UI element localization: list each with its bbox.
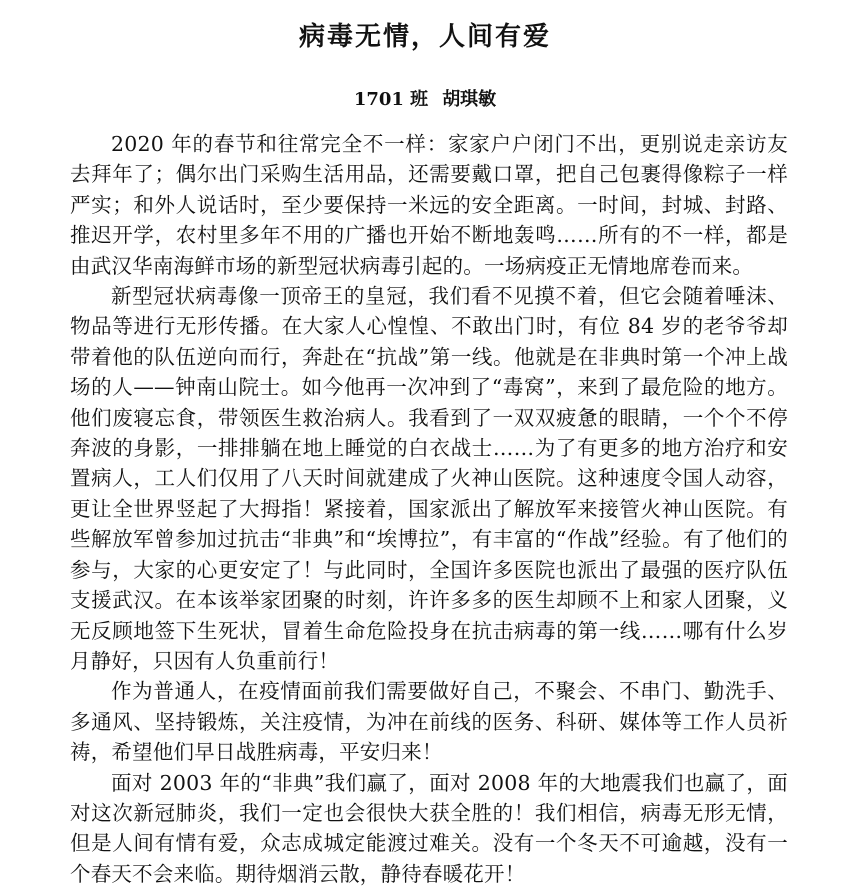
paragraph-3: 作为普通人，在疫情面前我们需要做好自己，不聚会、不串门、勤洗手、多通风、坚持锻炼，关注疫情，为冲在前线的医务、科研、媒体等工作人员祈祷，希望他们早日战胜病毒，平安归来！ [70, 679, 788, 765]
paragraph-1: 2020 年的春节和往常完全不一样：家家户户闭门不出，更别说走亲访友去拜年了；偶尔出门采购生活用品，还需要戴口罩，把自己包裹得像粽子一样严实；和外人说话时，至少要保持一米远的安全距离。一时间，封城、封路、推迟开学，农村里多年不用的广播也开始不断地轰鸣……所有的不一样，都是由武汉华南海鲜市场的新型冠状病毒引起的。一场病疫正无情地席卷而来。 [70, 132, 788, 278]
class-name: 1701 班 [353, 89, 429, 110]
author-line [0, 88, 850, 112]
author-name: 胡琪敏 [442, 89, 497, 110]
paragraph-4: 面对 2003 年的“非典”我们赢了，面对 2008 年的大地震我们也赢了，面对这次新冠肺炎，我们一定也会很快大获全胜的！我们相信，病毒无形无情，但是人间有情有爱，众志成城定能渡过难关。没有一个冬天不可逾越，没有一个春天不会来临。期待烟消云散，静待春暖花开！ [70, 770, 788, 886]
essay-body [70, 129, 788, 889]
essay-title: 病毒无情，人间有爱 [298, 22, 551, 52]
paragraph-2: 新型冠状病毒像一顶帝王的皇冠，我们看不见摸不着，但它会随着唾沫、物品等进行无形传播。在大家人心惶惶、不敢出门时，有位 84 岁的老爷爷却带着他的队伍逆向而行，奔赴在“抗战”第一线。他就是在非典时第一个冲上战场的人——钟南山院士。如今他再一次冲到了“毒窝”，来到了最危险的地方。他们废寝忘食，带领医生救治病人。我看到了一双双疲惫的眼睛，一个个不停奔波的身影，一排排躺在地上睡觉的白衣战士……为了有更多的地方治疗和安置病人，工人们仅用了八天时间就建成了火神山医院。这种速度令国人动容，更让全世界竖起了大拇指！紧接着，国家派出了解放军来接管火神山医院。有些解放军曾参加过抗击“非典”和“埃博拉”，有丰富的“作战”经验。有了他们的参与，大家的心更安定了！与此同时，全国许多医院也派出了最强的医疗队伍支援武汉。在本该举家团聚的时刻，许许多多的医生却顾不上和家人团聚，义无反顾地签下生死状，冒着生命危险投身在抗击病毒的第一线……哪有什么岁月静好，只因有人负重前行！ [70, 284, 788, 673]
